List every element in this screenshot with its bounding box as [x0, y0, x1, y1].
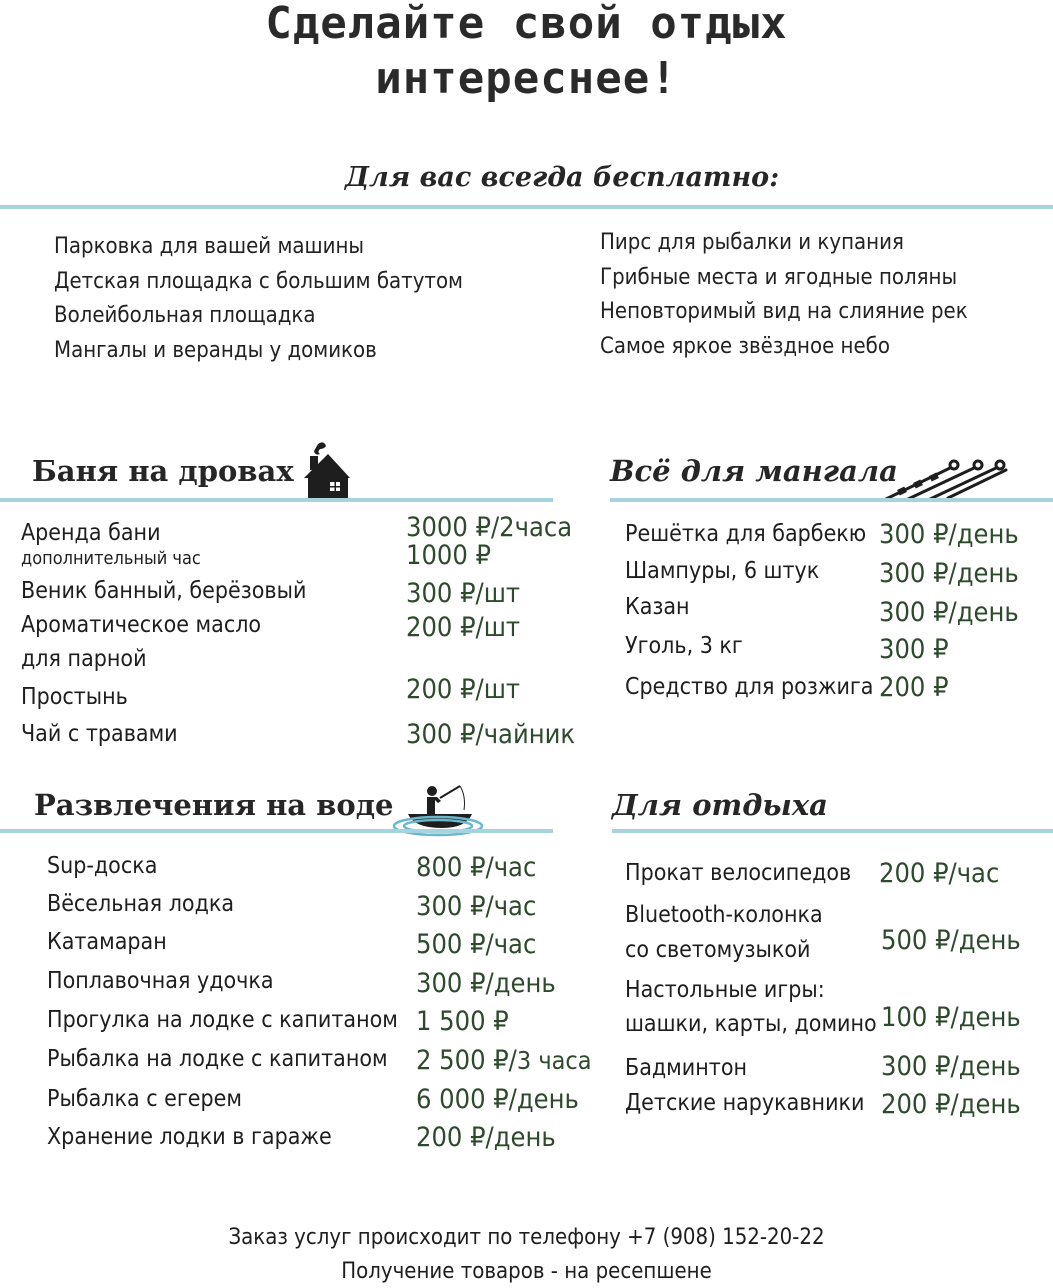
- footer-pickup: Получение товаров - на ресепшене: [341, 1259, 712, 1284]
- rest-item-price: 200 ₽/час: [879, 858, 1000, 889]
- banya-title: Баня на дровах: [32, 454, 294, 488]
- free-heading: Для вас всегда бесплатно:: [345, 162, 780, 193]
- water-item-price: 1 500 ₽: [416, 1006, 509, 1037]
- rest-item-price: 200 ₽/день: [881, 1089, 1021, 1120]
- free-item: Парковка для вашей машины: [54, 234, 365, 259]
- banya-item-price: 300 ₽/шт: [406, 578, 521, 609]
- water-item-name: Хранение лодки в гараже: [47, 1124, 332, 1150]
- grill-item-name: Казан: [625, 594, 690, 620]
- banya-item-price: 1000 ₽: [406, 540, 491, 571]
- rest-item-name: со светомузыкой: [625, 937, 811, 963]
- banya-item-name: Чай с травами: [21, 721, 178, 747]
- banya-item-name: Ароматическое масло: [21, 612, 262, 638]
- water-title: Развлечения на воде: [34, 788, 394, 822]
- grill-item-price: 300 ₽/день: [879, 519, 1019, 550]
- water-item-price: 300 ₽/день: [416, 968, 556, 999]
- banya-divider: [0, 498, 553, 502]
- house-chimney-icon: [300, 440, 352, 504]
- rest-divider: [612, 829, 1053, 833]
- banya-item-name: дополнительный час: [21, 548, 201, 569]
- banya-item-name: для парной: [21, 646, 147, 672]
- free-item: Волейбольная площадка: [54, 303, 316, 328]
- rest-item-name: Bluetooth-колонка: [625, 902, 823, 928]
- free-item: Пирс для рыбалки и купания: [600, 230, 904, 255]
- water-item-name: Поплавочная удочка: [47, 968, 274, 994]
- banya-item-price: 300 ₽/чайник: [406, 719, 576, 750]
- free-list-right: [600, 226, 968, 364]
- water-price-main: 2 500 ₽/: [416, 1045, 517, 1076]
- grill-title: Всё для мангала: [610, 454, 898, 488]
- free-divider: [0, 205, 1053, 209]
- grill-item-name: Средство для розжига: [625, 674, 874, 700]
- banya-item-name: Веник банный, берёзовый: [21, 578, 307, 604]
- water-item-name: Рыбалка на лодке с капитаном: [47, 1046, 388, 1072]
- rest-item-name: Детские нарукавники: [625, 1090, 865, 1116]
- water-item-price: 6 000 ₽/день: [416, 1084, 579, 1115]
- free-item: Неповторимый вид на слияние рек: [600, 299, 968, 324]
- page-title-line2: интереснее!: [375, 53, 678, 104]
- grill-item-price: 300 ₽: [879, 634, 949, 665]
- free-item: Грибные места и ягодные поляны: [600, 264, 958, 290]
- grill-divider: [610, 498, 1053, 502]
- banya-item-name: Аренда бани: [21, 520, 161, 546]
- grill-item-price: 300 ₽/день: [879, 558, 1019, 589]
- rest-item-name: Бадминтон: [625, 1055, 748, 1081]
- free-item: Мангалы и веранды у домиков: [54, 337, 377, 363]
- water-item-price: 800 ₽/час: [416, 852, 537, 883]
- banya-item-price: 3000 ₽/2часа: [406, 512, 573, 543]
- water-divider: [0, 829, 553, 833]
- rest-item-price: 100 ₽/день: [881, 1002, 1021, 1033]
- water-item-name: Рыбалка с егерем: [47, 1086, 243, 1112]
- grill-item-name: Уголь, 3 кг: [625, 633, 743, 659]
- grill-item-name: Шампуры, 6 штук: [625, 558, 820, 584]
- water-price-suffix: 3 часа: [516, 1046, 592, 1075]
- water-item-price: 200 ₽/день: [416, 1122, 556, 1153]
- free-list-left: [54, 230, 463, 368]
- water-item-price: 300 ₽/час: [416, 891, 537, 922]
- free-item: Детская площадка с большим батутом: [54, 268, 463, 294]
- water-item-name: Sup-доска: [47, 853, 158, 879]
- grill-item-price: 300 ₽/день: [879, 597, 1019, 628]
- grill-item-name: Решётка для барбекю: [625, 521, 867, 547]
- rest-item-name: Прокат велосипедов: [625, 860, 852, 886]
- page-title-line1: Сделайте свой отдых: [265, 0, 788, 49]
- rest-item-name: Настольные игры:: [625, 977, 825, 1003]
- grill-item-price: 200 ₽: [879, 672, 949, 703]
- water-item-price: [416, 1045, 592, 1076]
- banya-item-price: 200 ₽/шт: [406, 674, 521, 705]
- footer-phone: Заказ услуг происходит по телефону +7 (908) 152-20-22: [228, 1225, 825, 1250]
- water-item-price: 500 ₽/час: [416, 929, 537, 960]
- water-item-name: Прогулка на лодке с капитаном: [47, 1007, 398, 1033]
- water-item-name: Вёсельная лодка: [47, 891, 235, 917]
- banya-item-price: 200 ₽/шт: [406, 612, 521, 643]
- rest-item-price: 300 ₽/день: [881, 1051, 1021, 1082]
- rest-title: Для отдыха: [612, 788, 828, 822]
- banya-item-name: Простынь: [21, 684, 128, 710]
- rest-item-name: шашки, карты, домино: [625, 1011, 877, 1037]
- rest-item-price: 500 ₽/день: [881, 925, 1021, 956]
- water-item-name: Катамаран: [47, 929, 167, 955]
- free-item: Самое яркое звёздное небо: [600, 333, 890, 359]
